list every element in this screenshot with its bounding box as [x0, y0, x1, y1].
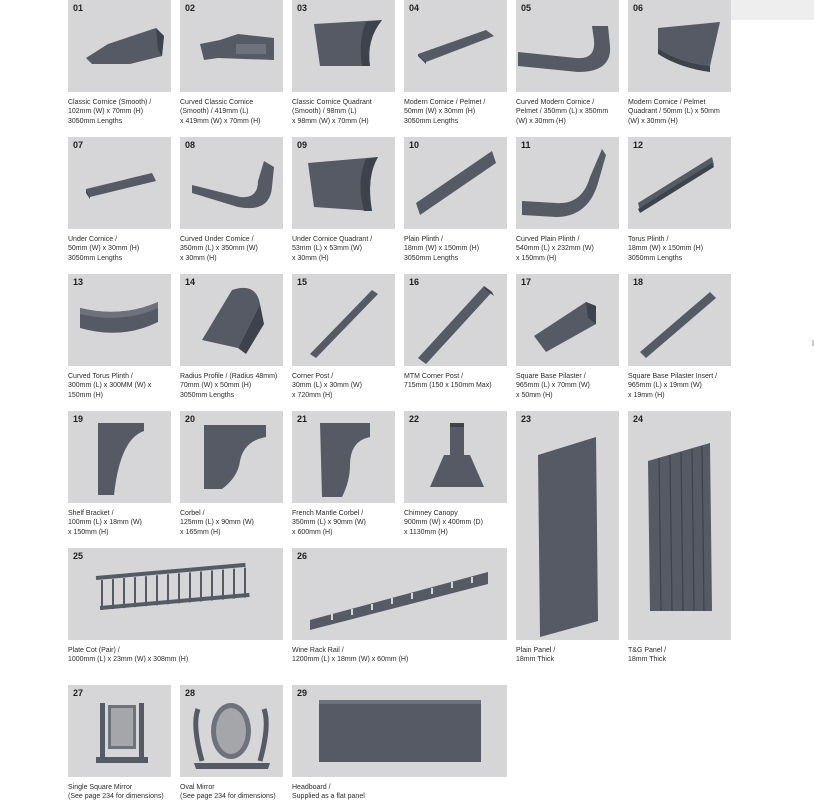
- caption-line: Curved Torus Plinth /: [68, 373, 133, 380]
- caption-line: Under Cornice Quadrant /: [292, 236, 373, 243]
- caption-line: x 30mm (H): [180, 254, 217, 262]
- product-caption: [68, 372, 180, 400]
- product-tile: [516, 411, 619, 640]
- caption-line: Pelmet / 350mm (L) x 350mm: [516, 108, 609, 116]
- caption-line: Radius Profile / (Radius 48mm): [180, 373, 278, 380]
- product-tile: [628, 274, 731, 366]
- caption-line: x 50mm (H): [516, 391, 553, 399]
- square-base-pilaster-insert-icon: [628, 274, 731, 366]
- curved-plain-plinth-icon: [516, 137, 619, 229]
- caption-line: x 150mm (H): [68, 528, 109, 536]
- product-number: 24: [633, 414, 644, 424]
- caption-line: Torus Plinth /: [628, 236, 669, 243]
- product-caption: [628, 646, 740, 665]
- product-number: 17: [521, 277, 532, 287]
- caption-line: 1000mm (L) x 23mm (W) x 308mm (H): [68, 656, 189, 664]
- caption-line: Headboard /: [292, 784, 331, 791]
- caption-line: 965mm (L) x 70mm (W): [516, 382, 590, 390]
- product-caption: [68, 783, 180, 802]
- caption-line: Curved Modern Cornice /: [516, 99, 595, 106]
- caption-line: Supplied as a flat panel: [292, 793, 365, 801]
- caption-line: 150mm (H): [68, 391, 104, 399]
- product-tile: [68, 411, 171, 503]
- curved-modern-cornice-icon: [516, 0, 619, 92]
- product-caption: [292, 98, 404, 126]
- product-caption: [292, 235, 404, 263]
- caption-line: x 600mm (H): [292, 528, 333, 536]
- caption-line: (Smooth) / 419mm (L): [180, 108, 249, 116]
- caption-line: x 720mm (H): [292, 391, 333, 399]
- caption-line: 70mm (W) x 50mm (H): [180, 382, 252, 390]
- caption-line: (W) x 30mm (H): [628, 117, 678, 125]
- caption-line: x 19mm (H): [628, 391, 665, 399]
- caption-line: 3050mm Lengths: [628, 254, 683, 262]
- product-number: 06: [633, 3, 644, 13]
- product-caption: [68, 509, 180, 537]
- oval-mirror-icon: [180, 685, 283, 777]
- caption-line: Oval Mirror: [180, 784, 215, 791]
- caption-line: 350mm (L) x 90mm (W): [292, 519, 366, 527]
- plain-plinth-icon: [404, 137, 507, 229]
- caption-line: 53mm (L) x 53mm (W): [292, 245, 362, 253]
- caption-line: Under Cornice /: [68, 236, 118, 243]
- product-number: 23: [521, 414, 532, 424]
- corbel-icon: [180, 411, 283, 503]
- caption-line: Plain Plinth /: [404, 236, 443, 243]
- product-tile: [628, 0, 731, 92]
- curved-torus-plinth-icon: [68, 274, 171, 366]
- product-tile: [292, 411, 395, 503]
- product-number: 21: [297, 414, 308, 424]
- caption-line: 3050mm Lengths: [68, 254, 123, 262]
- caption-line: 18mm (W) x 150mm (H): [628, 245, 704, 253]
- caption-line: French Mantle Corbel /: [292, 510, 364, 517]
- product-number: 03: [297, 3, 308, 13]
- caption-line: 965mm (L) x 19mm (W): [628, 382, 702, 390]
- caption-line: MTM Corner Post /: [404, 373, 464, 380]
- classic-cornice-icon: [68, 0, 171, 92]
- classic-cornice-quadrant-icon: [292, 0, 395, 92]
- product-number: 25: [73, 551, 84, 561]
- product-caption: [404, 98, 516, 126]
- caption-line: x 30mm (H): [292, 254, 329, 262]
- caption-line: Plate Cot (Pair) /: [68, 647, 120, 654]
- product-caption: [628, 98, 740, 126]
- plain-panel-icon: [516, 411, 619, 640]
- caption-line: 3050mm Lengths: [180, 391, 235, 399]
- product-tile: [180, 411, 283, 503]
- caption-line: 50mm (W) x 30mm (H): [68, 245, 140, 253]
- product-tile: [68, 274, 171, 366]
- product-caption: [180, 509, 292, 537]
- product-tile: [516, 0, 619, 92]
- caption-line: Square Base Pilaster Insert /: [628, 373, 718, 380]
- product-caption: [628, 372, 740, 400]
- chimney-canopy-icon: [404, 411, 507, 503]
- caption-line: 18mm (W) x 150mm (H): [404, 245, 480, 253]
- caption-line: T&G Panel /: [628, 647, 667, 654]
- caption-line: Classic Cornice (Smooth) /: [68, 99, 152, 106]
- product-tile: [68, 0, 171, 92]
- product-caption: [180, 783, 292, 802]
- product-caption: [180, 98, 292, 126]
- product-tile: [404, 411, 507, 503]
- caption-line: Shelf Bracket /: [68, 510, 114, 517]
- caption-line: x 150mm (H): [516, 254, 557, 262]
- caption-line: Curved Under Cornice /: [180, 236, 254, 243]
- product-caption: [516, 235, 628, 263]
- plate-cot-icon: [68, 548, 283, 640]
- product-caption: [68, 98, 180, 126]
- product-number: 07: [73, 140, 84, 150]
- product-tile: [292, 0, 395, 92]
- caption-line: Square Base Pilaster /: [516, 373, 586, 380]
- caption-line: 125mm (L) x 90mm (W): [180, 519, 254, 527]
- caption-line: Classic Cornice Quadrant: [292, 99, 372, 106]
- product-number: 14: [185, 277, 196, 287]
- caption-line: 350mm (L) x 350mm (W): [180, 245, 258, 253]
- caption-line: Plain Panel /: [516, 647, 556, 654]
- product-tile: [404, 0, 507, 92]
- product-tile: [180, 685, 283, 777]
- caption-line: 900mm (W) x 400mm (D): [404, 519, 483, 527]
- product-tile: [292, 274, 395, 366]
- product-number: 05: [521, 3, 532, 13]
- product-number: 01: [73, 3, 84, 13]
- product-number: 19: [73, 414, 84, 424]
- caption-line: 300mm (L) x 300MM (W) x: [68, 382, 152, 390]
- caption-line: Curved Classic Cornice: [180, 99, 254, 106]
- curved-classic-cornice-icon: [180, 0, 283, 92]
- product-number: 10: [409, 140, 420, 150]
- product-caption: [516, 372, 628, 400]
- product-caption: [516, 98, 628, 126]
- under-cornice-icon: [68, 137, 171, 229]
- product-tile: [68, 137, 171, 229]
- wine-rack-rail-icon: [292, 548, 507, 640]
- caption-line: Corner Post /: [292, 373, 334, 380]
- product-tile: [180, 274, 283, 366]
- caption-line: 102mm (W) x 70mm (H): [68, 108, 144, 116]
- modern-cornice-quadrant-icon: [628, 0, 731, 92]
- caption-line: (See page 234 for dimensions): [180, 793, 276, 801]
- caption-line: 18mm Thick: [628, 656, 666, 664]
- tg-panel-icon: [628, 411, 731, 640]
- product-tile: [628, 411, 731, 640]
- french-mantle-corbel-icon: [292, 411, 395, 503]
- product-number: 13: [73, 277, 84, 287]
- caption-line: 3050mm Lengths: [404, 254, 459, 262]
- product-number: 02: [185, 3, 196, 13]
- caption-line: Quadrant / 50mm (L) x 50mm: [628, 108, 720, 116]
- caption-line: x 1130mm (H): [404, 528, 448, 536]
- product-number: 18: [633, 277, 644, 287]
- product-number: 11: [521, 140, 531, 150]
- caption-line: (W) x 30mm (H): [516, 117, 566, 125]
- product-caption: [292, 372, 404, 400]
- product-caption: [292, 646, 517, 665]
- product-tile: [404, 137, 507, 229]
- square-base-pilaster-icon: [516, 274, 619, 366]
- single-square-mirror-icon: [68, 685, 171, 777]
- caption-line: 100mm (L) x 18mm (W): [68, 519, 142, 527]
- caption-line: Modern Cornice / Pelmet /: [404, 99, 486, 106]
- mtm-corner-post-icon: [404, 274, 507, 366]
- caption-line: x 165mm (H): [180, 528, 221, 536]
- caption-line: Corbel /: [180, 510, 205, 517]
- caption-line: Wine Rack Rail /: [292, 647, 344, 654]
- shelf-bracket-icon: [68, 411, 171, 503]
- caption-line: Curved Plain Plinth /: [516, 236, 580, 243]
- product-number: 08: [185, 140, 196, 150]
- product-tile: [68, 548, 283, 640]
- caption-line: Modern Cornice / Pelmet: [628, 99, 706, 106]
- product-tile: [180, 0, 283, 92]
- caption-line: 1200mm (L) x 18mm (W) x 60mm (H): [292, 656, 409, 664]
- product-number: 04: [409, 3, 420, 13]
- product-tile: [628, 137, 731, 229]
- torus-plinth-icon: [628, 137, 731, 229]
- product-tile: [516, 274, 619, 366]
- product-number: 12: [633, 140, 644, 150]
- product-number: 26: [297, 551, 308, 561]
- product-number: 28: [185, 688, 196, 698]
- product-caption: [68, 235, 180, 263]
- product-number: 16: [409, 277, 420, 287]
- caption-line: 715mm (150 x 150mm Max): [404, 382, 492, 390]
- caption-line: 50mm (W) x 30mm (H): [404, 108, 476, 116]
- product-caption: [404, 235, 516, 263]
- caption-line: (Smooth) / 98mm (L): [292, 108, 357, 116]
- caption-line: Chimney Canopy: [404, 510, 458, 517]
- product-caption: [404, 509, 516, 537]
- product-caption: [180, 372, 292, 400]
- product-caption: [292, 509, 404, 537]
- product-tile: [292, 685, 507, 777]
- caption-line: 18mm Thick: [516, 656, 554, 664]
- page-edge: [730, 0, 814, 20]
- caption-line: x 98mm (W) x 70mm (H): [292, 117, 369, 125]
- product-number: 20: [185, 414, 196, 424]
- product-tile: [292, 548, 507, 640]
- caption-line: 3050mm Lengths: [68, 117, 123, 125]
- under-cornice-quadrant-icon: [292, 137, 395, 229]
- product-number: 09: [297, 140, 308, 150]
- caption-line: 3050mm Lengths: [404, 117, 459, 125]
- product-caption: [292, 783, 517, 802]
- caption-line: 30mm (L) x 30mm (W): [292, 382, 362, 390]
- product-number: 22: [409, 414, 420, 424]
- curved-under-cornice-icon: [180, 137, 283, 229]
- caption-line: Single Square Mirror: [68, 784, 133, 791]
- headboard-icon: [292, 685, 507, 777]
- caption-line: (See page 234 for dimensions): [68, 793, 164, 801]
- caption-line: 540mm (L) x 232mm (W): [516, 245, 594, 253]
- product-caption: [404, 372, 516, 391]
- product-tile: [180, 137, 283, 229]
- product-caption: [180, 235, 292, 263]
- product-tile: [516, 137, 619, 229]
- corner-post-icon: [292, 274, 395, 366]
- product-tile: [68, 685, 171, 777]
- caption-line: x 419mm (W) x 70mm (H): [180, 117, 261, 125]
- product-caption: [68, 646, 293, 665]
- product-caption: [628, 235, 740, 263]
- radius-profile-icon: [180, 274, 283, 366]
- product-caption: [516, 646, 628, 665]
- product-number: 27: [73, 688, 84, 698]
- product-number: 15: [297, 277, 308, 287]
- product-number: 29: [297, 688, 308, 698]
- modern-cornice-icon: [404, 0, 507, 92]
- product-tile: [292, 137, 395, 229]
- product-tile: [404, 274, 507, 366]
